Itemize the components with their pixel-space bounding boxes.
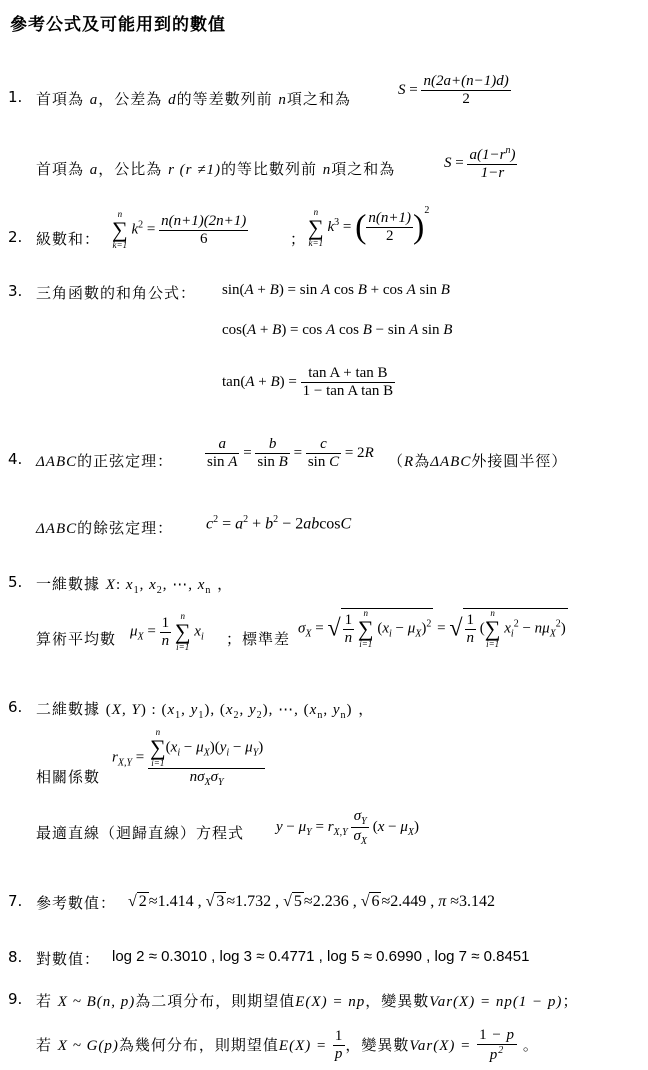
value-sqrt6: ≈2.449 <box>381 893 427 910</box>
trig-sum-label: 三角函數的和角公式： <box>36 284 197 302</box>
regression-line-formula: $y - \mu_Y = r_{X,Y}$ $\frac{\sigma_Y}{\sigma_X}$ $(x - \mu_X)$ <box>276 808 420 847</box>
cosine-law-label: ΔABC的餘弦定理： <box>36 519 174 537</box>
mean-formula: $\mu_X$ = $\frac{1}{n}$ n ∑ i=1 $x_i$ <box>130 611 204 652</box>
regression-line-label: 最適直線（迴歸直線）方程式 <box>36 824 245 842</box>
text: 一維數據 <box>36 575 101 593</box>
circumradius-note: （R為ΔABC外接圓半徑） <box>388 452 568 470</box>
cosine-law-formula: $c^2 = a^2 + b^2 - 2abcosC$ <box>206 514 352 533</box>
text: 為幾何分布，則期望值 <box>118 1036 279 1054</box>
item-number-1: 1. <box>8 88 23 106</box>
item-number-9: 9. <box>8 990 23 1008</box>
text: 項之和為 <box>331 160 396 178</box>
arithmetic-sum-formula: S = $\frac{n(2a+(n-1)d)}{2}$ <box>398 73 509 107</box>
value-sqrt3: ≈1.732 <box>226 893 272 910</box>
binomial-distribution-line: 若 X ~ B(n, p)為二項分布，則期望值E(X) = np，變異數Var(X) = np(1 − p)； <box>36 992 579 1010</box>
item-number-6: 6. <box>8 698 23 716</box>
math-a: a <box>89 162 99 178</box>
text: ； <box>562 992 579 1010</box>
separator: ； <box>290 230 307 248</box>
fraction-denominator: 2 <box>462 91 470 107</box>
tan-sum-formula: tan(A + B) = $\frac{\text{tan A + tan B}}{\text{1 − tan A tan B}}$ <box>222 365 394 399</box>
correlation-label: 相關係數 <box>36 768 101 786</box>
sine-law-label: ΔABC的正弦定理： <box>36 452 174 470</box>
text: 若 <box>36 1036 53 1054</box>
math-d: d <box>168 92 177 108</box>
reference-values-label: 參考數值： <box>36 894 117 912</box>
text: ，變異數 <box>345 1036 410 1054</box>
sine-law-formula: $\frac{a}{\text{sin A}}$ = $\frac{b}{\text{sin B}}$ = $\frac{c}{\text{sin C}}$ = 2R <box>207 436 374 470</box>
geometric-distribution-line: 若 X ~ G(p)為幾何分布，則期望值E(X) = $\frac{1}{p}$ ，變異數Var(X) = $\frac{1 - p}{p^2}$ 。 <box>36 1027 539 1063</box>
page-title: 參考公式及可能用到的數值 <box>10 15 226 35</box>
fraction-numerator: n(2a+(n−1)d) <box>423 73 509 89</box>
geometric-sum-formula: S = $\frac{a(1-r^n)}{1-r}$ <box>444 145 516 181</box>
sum-of-cubes-formula: n ∑ k=1 $k^3$ = ( $\frac{n(n+1)}{2}$ )$^2$ <box>308 205 430 248</box>
math-n: n <box>322 162 332 178</box>
text: （ <box>388 452 405 470</box>
log2-value: log 2 ≈ 0.3010 <box>112 948 207 965</box>
item-number-2: 2. <box>8 228 23 246</box>
fraction-numerator: a(1−r <box>469 147 506 163</box>
sum-of-squares-formula: n ∑ k=1 $k^2$ = $\frac{n(n+1)(2n+1)}{6}$ <box>112 209 247 250</box>
text: 二維數據 <box>36 700 101 718</box>
two-dim-data-line: 二維數據 (X, Y) : ($x_1$, $y_1$), ($x_2$, $y_2$), ⋯, ($x_n$, $y_n$) ， <box>36 700 375 721</box>
log5-value: log 5 ≈ 0.6990 <box>327 948 422 965</box>
text: ，變異數 <box>365 992 430 1010</box>
value-sqrt5: ≈2.236 <box>303 893 349 910</box>
text: 的餘弦定理： <box>77 519 174 537</box>
text: ，公比為 <box>98 160 163 178</box>
text: 的正弦定理： <box>77 452 174 470</box>
text: 為二項分布，則期望值 <box>135 992 296 1010</box>
reference-values: √ 2 ≈1.414 , √ 3 ≈1.732 , √ 5 ≈2.236 , √ 6 ≈2.449 , π ≈3.142 <box>128 893 496 910</box>
item-number-4: 4. <box>8 450 23 468</box>
stddev-formula: $\sigma_X$ = √ $\frac{1}{n}$ n ∑ i=1 $(x_i - \mu_X)^2$ = √ $\frac{1}{n}$ ( n ∑ i=1 $x_i^2 - n\mu_X^2$) <box>298 608 566 649</box>
sin-sum-formula: sin(A + B) = sin A cos B + cos A sin B <box>222 282 450 298</box>
math-a: a <box>89 92 99 108</box>
text: 的等差數列前 <box>176 90 273 108</box>
text: 若 <box>36 992 53 1010</box>
fraction-denominator: nσ <box>189 769 205 785</box>
fraction-denominator: 1 − tan A tan B <box>302 383 394 399</box>
stddev-label: ；標準差 <box>226 630 291 648</box>
fraction-numerator: n(n+1)(2n+1) <box>161 212 247 229</box>
item-number-3: 3. <box>8 282 23 300</box>
math-r: r (r ≠1) <box>168 162 221 178</box>
mean-label: 算術平均數 <box>36 630 117 648</box>
log7-value: log 7 ≈ 0.8451 <box>434 948 530 965</box>
item-number-8: 8. <box>8 948 23 966</box>
log-values-label: 對數值： <box>36 950 101 968</box>
value-pi: ≈3.142 <box>450 893 496 910</box>
fraction-denominator: 1−r <box>480 165 505 181</box>
fraction-numerator: tan A + tan B <box>301 365 396 383</box>
log-values: log 2 ≈ 0.3010 , log 3 ≈ 0.4771 , log 5 ≈ 0.6990 , log 7 ≈ 0.8451 <box>112 948 530 965</box>
geometric-series-line <box>36 158 395 179</box>
text: 首項為 <box>36 90 85 108</box>
text: 首項為 <box>36 160 85 178</box>
one-dim-data-line: 一維數據 X: $x_1$, $x_2$, ⋯, $x_n$ ， <box>36 575 234 596</box>
item-number-7: 7. <box>8 892 23 910</box>
text: 。 <box>522 1036 539 1054</box>
item-number-5: 5. <box>8 573 23 591</box>
value-sqrt2: ≈1.414 <box>148 893 194 910</box>
fraction-denominator: 6 <box>199 230 208 247</box>
series-sum-label: 級數和： <box>36 230 101 248</box>
cos-sum-formula: cos(A + B) = cos A cos B − sin A sin B <box>222 322 453 338</box>
correlation-formula: $r_{X,Y}$ = n ∑ i=1 $(x_i - \mu_X)(y_i - \mu_Y)$ $n\sigma_X\sigma_Y$ <box>112 727 264 788</box>
text: ，公差為 <box>98 90 163 108</box>
log3-value: log 3 ≈ 0.4771 <box>219 948 315 965</box>
text: 的等比數列前 <box>221 160 318 178</box>
math-n: n <box>278 92 287 108</box>
text: 項之和為 <box>286 90 351 108</box>
text: 為 <box>414 452 431 470</box>
arithmetic-series-line <box>36 88 351 109</box>
text: 外接圓半徑） <box>471 452 568 470</box>
